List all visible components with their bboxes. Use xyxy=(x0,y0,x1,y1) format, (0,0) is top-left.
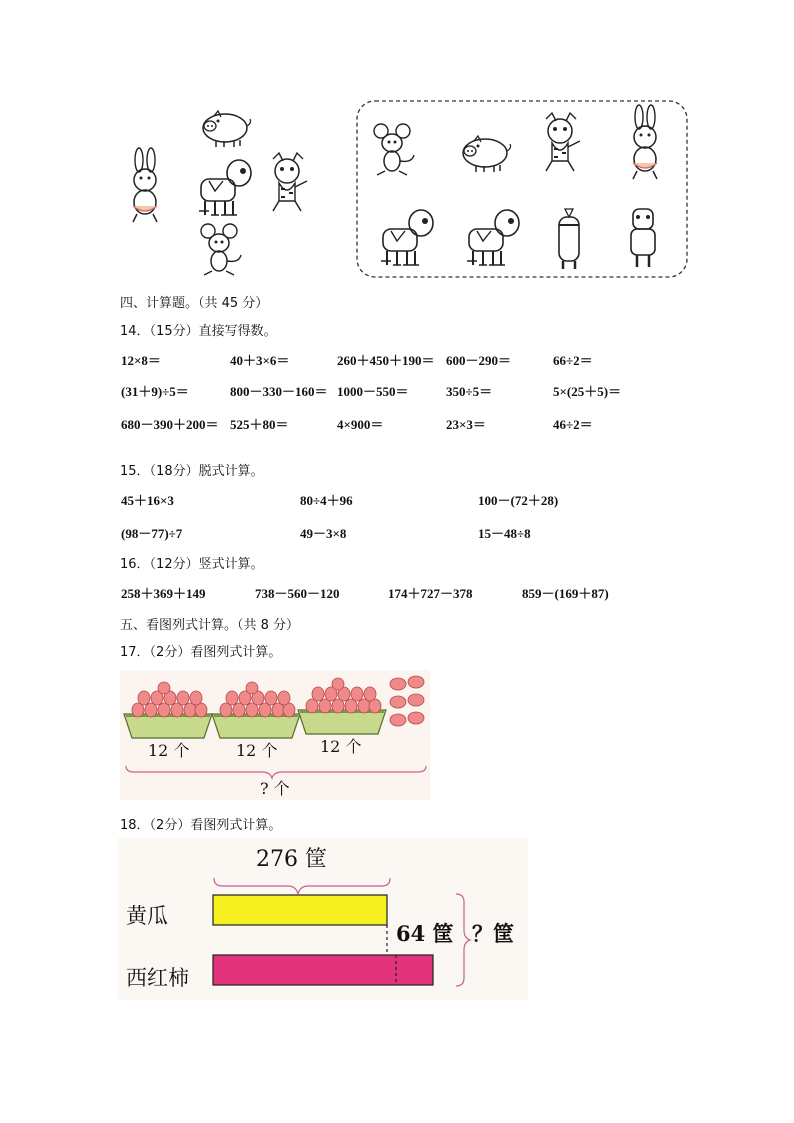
animal-figures xyxy=(115,95,695,285)
q14-item: 800－330－160＝ xyxy=(230,384,328,399)
q14-item: 4×900＝ xyxy=(337,417,384,432)
q14-item: 5×(25＋5)＝ xyxy=(553,384,622,399)
tomato-label: 西红柿 xyxy=(126,966,189,990)
cucumber-label: 黄瓜 xyxy=(126,904,168,928)
top-label: 276 筐 xyxy=(256,847,327,872)
cucumber-bar xyxy=(213,895,387,925)
q14-item: (31＋9)÷5＝ xyxy=(121,384,189,399)
q14-item: 46÷2＝ xyxy=(553,417,593,432)
pig-icon xyxy=(203,111,251,147)
basket-label: 12 个 xyxy=(236,741,278,760)
loose-egg xyxy=(408,712,424,724)
vegetable-bar-figure xyxy=(118,838,528,1000)
egg-basket xyxy=(212,682,300,738)
q14-item: 350÷5＝ xyxy=(446,384,493,399)
q14-item: 260＋450＋190＝ xyxy=(337,353,435,368)
q14-item: 600－290＝ xyxy=(446,353,512,368)
q15-item: 80÷4＋96 xyxy=(300,493,353,508)
loose-egg xyxy=(408,676,424,688)
egg-basket-figure xyxy=(120,670,430,800)
q14-item: 66÷2＝ xyxy=(553,353,593,368)
diff-label: 64 筐 xyxy=(396,921,454,946)
q14-title: 14．（15分）直接写得数。 xyxy=(120,324,277,339)
section5-heading: 五、看图列式计算。（共 8 分） xyxy=(120,618,300,633)
mouse-icon xyxy=(374,124,414,175)
q16-item: 174＋727－378 xyxy=(388,586,473,601)
total-question-label: ？筐 xyxy=(472,921,514,946)
q15-item: (98－77)÷7 xyxy=(121,526,183,541)
q14-item: 23×3＝ xyxy=(446,417,486,432)
right-brace xyxy=(456,894,470,986)
loose-egg xyxy=(390,714,406,726)
q16-item: 258＋369＋149 xyxy=(121,586,206,601)
horse-back-icon xyxy=(559,209,579,269)
q16-title: 16．（12分）竖式计算。 xyxy=(120,557,264,572)
horse-front-icon xyxy=(631,209,655,267)
cat-icon xyxy=(273,153,307,211)
horse-icon xyxy=(381,210,433,265)
loose-egg xyxy=(408,694,424,706)
q17-title: 17．（2分）看图列式计算。 xyxy=(120,645,282,660)
section4-heading: 四、计算题。（共 45 分） xyxy=(120,296,269,311)
egg-basket xyxy=(124,682,212,738)
basket-label: 12 个 xyxy=(148,741,190,760)
q15-item: 45＋16×3 xyxy=(121,493,174,508)
total-label: ? 个 xyxy=(260,779,290,798)
q15-item: 15－48÷8 xyxy=(478,526,531,541)
q15-item: 100－(72＋28) xyxy=(478,493,559,508)
q16-item: 738－560－120 xyxy=(255,586,340,601)
basket-label: 12 个 xyxy=(320,737,362,756)
tomato-bar xyxy=(213,955,433,985)
rabbit-icon xyxy=(633,105,657,179)
rabbit-icon xyxy=(133,148,157,222)
q14-item: 525＋80＝ xyxy=(230,417,289,432)
q14-item: 12×8＝ xyxy=(121,353,161,368)
pig-icon xyxy=(463,136,511,172)
horse-icon xyxy=(467,210,519,265)
q16-item: 859－(169＋87) xyxy=(522,586,609,601)
q14-item: 1000－550＝ xyxy=(337,384,409,399)
q15-title: 15．（18分）脱式计算。 xyxy=(120,464,264,479)
q14-item: 680－390＋200＝ xyxy=(121,417,219,432)
q18-title: 18．（2分）看图列式计算。 xyxy=(120,818,282,833)
q14-item: 40＋3×6＝ xyxy=(230,353,290,368)
cat-icon xyxy=(546,113,580,171)
q15-item: 49－3×8 xyxy=(300,526,347,541)
loose-egg xyxy=(390,696,406,708)
top-brace xyxy=(214,878,390,894)
loose-egg xyxy=(390,678,406,690)
mouse-icon xyxy=(201,224,241,275)
egg-basket xyxy=(298,678,386,734)
horse-icon xyxy=(199,160,251,215)
